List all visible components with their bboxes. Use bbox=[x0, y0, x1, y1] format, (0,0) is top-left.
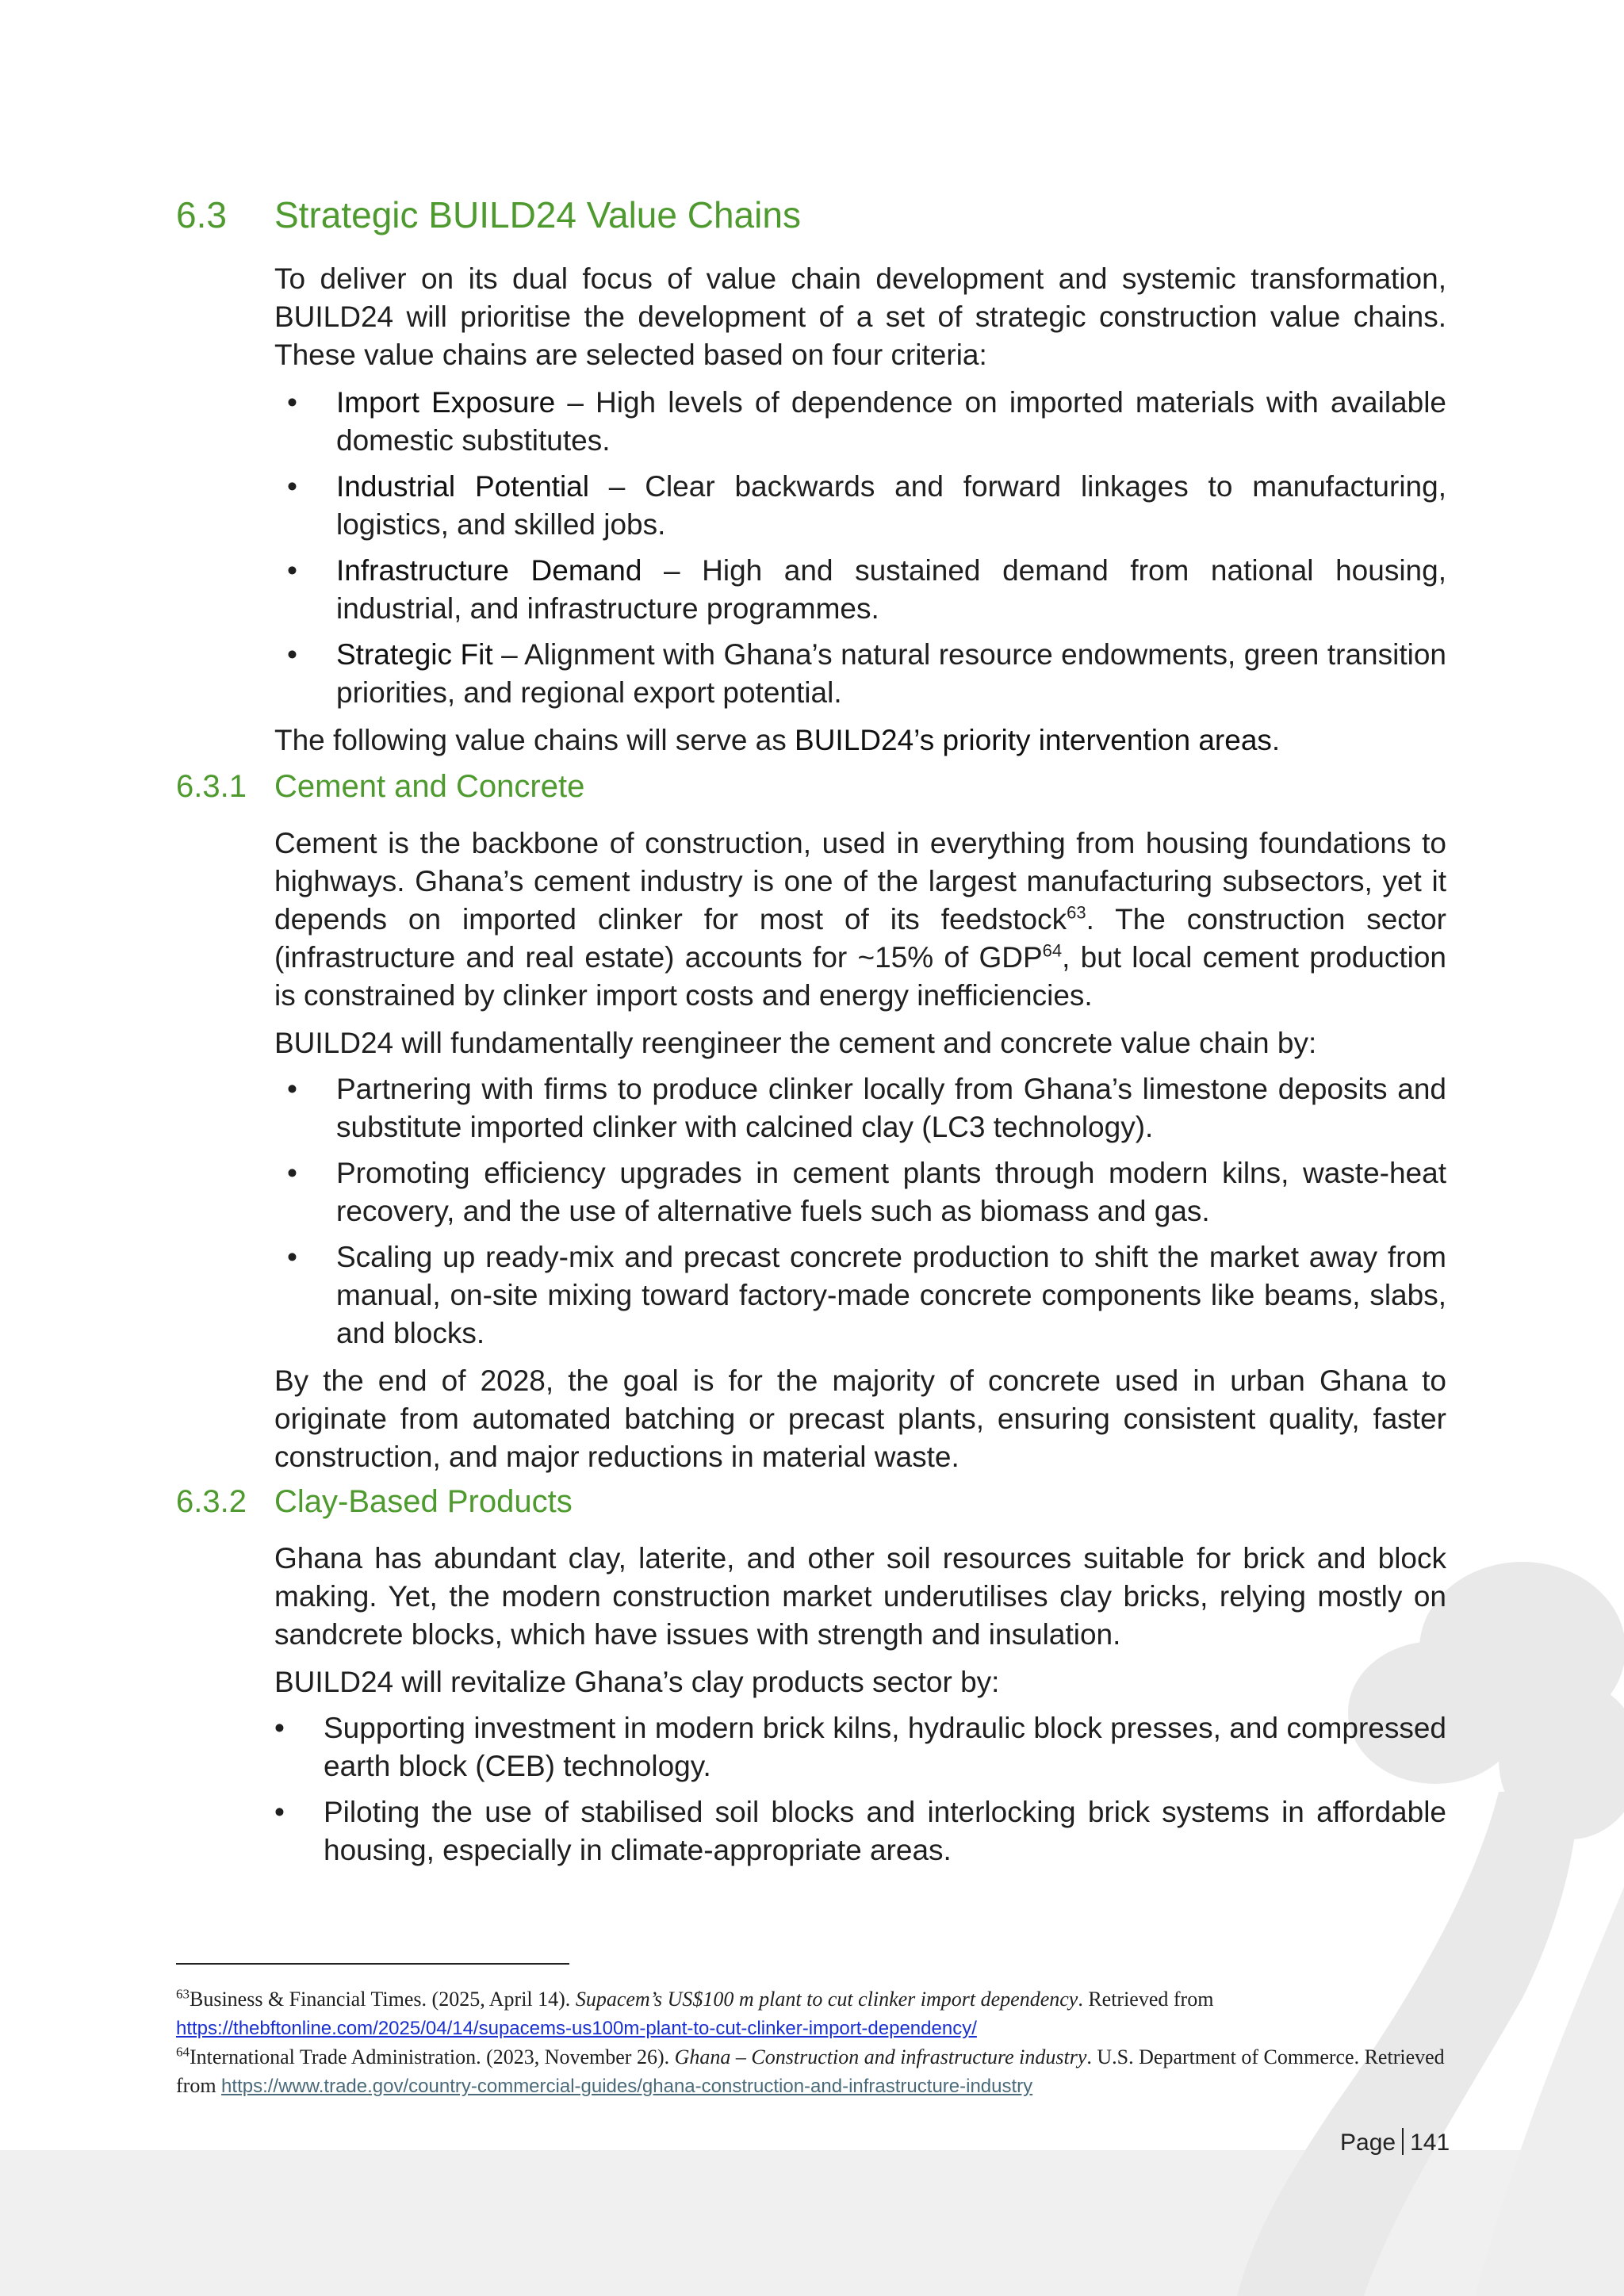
footnote-title: Supacem’s US$100 m plant to cut clinker import dependency bbox=[575, 1988, 1078, 2011]
subsection-heading-cement bbox=[176, 769, 584, 805]
cement-text-c: , but local cement production is constrained by clinker import costs and energy inefficiencies. bbox=[274, 941, 1446, 1012]
footnote-number: 64 bbox=[176, 2044, 190, 2060]
list-item bbox=[274, 468, 1446, 544]
criterion-desc: – Clear backwards and forward linkages to manufacturing, logistics, and skilled jobs. bbox=[336, 470, 1446, 541]
footnote-after: . U.S. Department of Commerce. Retrieved from bbox=[176, 2045, 1445, 2097]
list-item: • Scaling up ready-mix and precast concrete production to shift the market away from manual, on-site mixing toward factory-made concrete components like beams, slabs, and blocks. bbox=[274, 1238, 1446, 1353]
list-item: • Partnering with firms to produce clinker locally from Ghana’s limestone deposits and substitute imported clinker with calcined clay (LC3 technology). bbox=[274, 1070, 1446, 1146]
section-number: 6.3 bbox=[176, 194, 227, 235]
subsection-number: 6.3.1 bbox=[176, 769, 247, 804]
footnote-divider bbox=[176, 1963, 569, 1965]
closing-text: The following value chains will serve as bbox=[274, 724, 795, 756]
footnote-source: Business & Financial Times. (2025, April 14). bbox=[190, 1988, 576, 2011]
section-title: Strategic BUILD24 Value Chains bbox=[274, 194, 801, 235]
cement-list bbox=[274, 1070, 1446, 1360]
cement-text-a: Cement is the backbone of construction, used in everything from housing foundations to highways. Ghana’s cement industry is one of the largest manufacturing subsectors, yet it depends on imported clinker for most of its feedstock bbox=[274, 827, 1446, 936]
subsection-heading-clay bbox=[176, 1484, 573, 1520]
list-item bbox=[274, 636, 1446, 712]
footnote-source: International Trade Administration. (2023, November 26). bbox=[190, 2045, 675, 2068]
cement-paragraph-1 bbox=[274, 825, 1446, 1015]
page-number-value: 141 bbox=[1410, 2130, 1450, 2156]
list-item: • Piloting the use of stabilised soil blocks and interlocking brick systems in affordable housing, especially in climate-appropriate areas. bbox=[274, 1793, 1446, 1869]
section-closing bbox=[274, 721, 1446, 760]
footnote-ref: 63 bbox=[1067, 902, 1086, 923]
criterion-desc: – High levels of dependence on imported materials with available domestic substitutes. bbox=[336, 386, 1446, 457]
subsection-title: Cement and Concrete bbox=[274, 769, 585, 804]
clay-paragraph-2: BUILD24 will revitalize Ghana’s clay products sector by: bbox=[274, 1666, 1000, 1698]
page-separator bbox=[1402, 2128, 1404, 2155]
criterion-term: Industrial Potential bbox=[336, 470, 589, 503]
clay-list bbox=[274, 1709, 1446, 1877]
section-heading bbox=[176, 193, 801, 236]
page-label: Page bbox=[1340, 2130, 1396, 2156]
footnote-64 bbox=[176, 2043, 1477, 2101]
footnote-63 bbox=[176, 1985, 1477, 2043]
criteria-list bbox=[274, 384, 1446, 720]
cement-paragraph-3: By the end of 2028, the goal is for the majority of concrete used in urban Ghana to originate from automated batching or precast plants, ensuring consistent quality, faster construction, and major reductions in material waste. bbox=[274, 1364, 1446, 1473]
criterion-desc: – High and sustained demand from national housing, industrial, and infrastructure programmes. bbox=[336, 554, 1446, 625]
list-item: • Supporting investment in modern brick kilns, hydraulic block presses, and compressed earth block (CEB) technology. bbox=[274, 1709, 1446, 1785]
criterion-term: Strategic Fit bbox=[336, 638, 493, 671]
footnote-title: Ghana – Construction and infrastructure industry bbox=[674, 2045, 1087, 2068]
subsection-title: Clay-Based Products bbox=[274, 1484, 573, 1519]
criterion-term: Import Exposure bbox=[336, 386, 556, 419]
clay-paragraph-1: Ghana has abundant clay, laterite, and other soil resources suitable for brick and block making. Yet, the modern construction market underutilises clay bricks, relying mostly on sandcrete blocks, which have issues with strength and insulation. bbox=[274, 1542, 1446, 1651]
closing-punct: . bbox=[1271, 724, 1281, 756]
list-item bbox=[274, 384, 1446, 460]
page-number bbox=[1340, 2128, 1450, 2156]
subsection-number: 6.3.2 bbox=[176, 1484, 247, 1519]
footnotes bbox=[176, 1985, 1477, 2101]
criterion-desc: – Alignment with Ghana’s natural resource endowments, green transition priorities, and regional export potential. bbox=[336, 638, 1446, 709]
footnote-after: . Retrieved from bbox=[1078, 1988, 1214, 2011]
criterion-term: Infrastructure Demand bbox=[336, 554, 642, 587]
footnote-link[interactable]: https://www.trade.gov/country-commercial-guides/ghana-construction-and-infrastructure-industry bbox=[221, 2076, 1033, 2097]
list-item: • Promoting efficiency upgrades in cement plants through modern kilns, waste-heat recovery, and the use of alternative fuels such as biomass and gas. bbox=[274, 1154, 1446, 1230]
cement-paragraph-2: BUILD24 will fundamentally reengineer the cement and concrete value chain by: bbox=[274, 1027, 1317, 1059]
cement-text-b: . The construction sector (infrastructure and real estate) accounts for ~15% of GDP bbox=[274, 903, 1446, 974]
section-intro: To deliver on its dual focus of value chain development and systemic transformation, BUILD24 will prioritise the development of a set of strategic construction value chains. These value chains are selected based on four criteria: bbox=[274, 262, 1446, 371]
footnote-link[interactable]: https://thebftonline.com/2025/04/14/supacems-us100m-plant-to-cut-clinker-import-dependency/ bbox=[176, 2018, 977, 2039]
footnote-ref: 64 bbox=[1042, 940, 1063, 961]
list-item bbox=[274, 552, 1446, 628]
closing-emphasis: BUILD24’s priority intervention areas bbox=[795, 724, 1272, 756]
footnote-number: 63 bbox=[176, 1986, 190, 2002]
